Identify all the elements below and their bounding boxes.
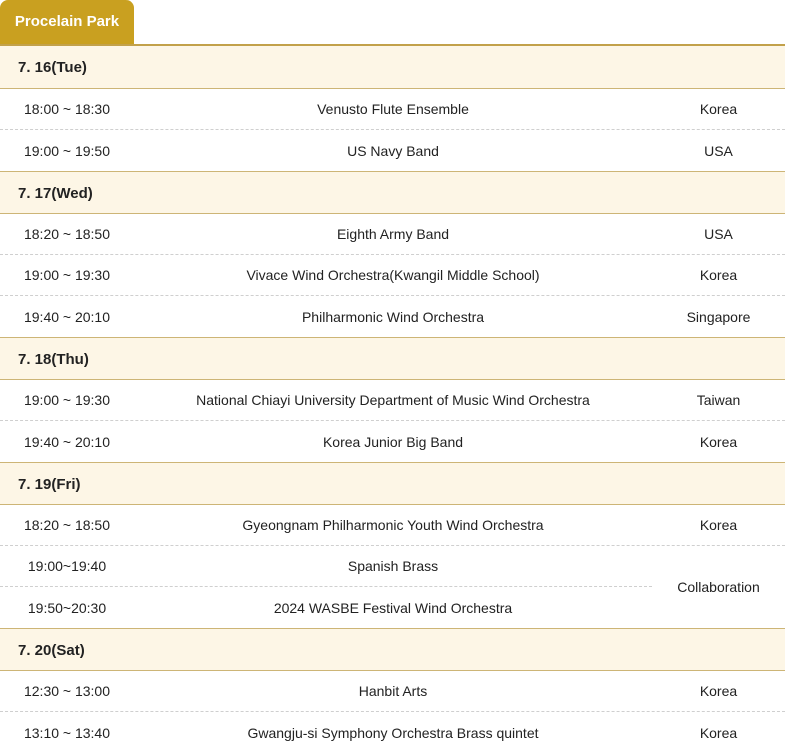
performer-cell: Korea Junior Big Band xyxy=(322,433,464,450)
schedule-row xyxy=(0,421,785,462)
time-cell: 19:00 ~ 19:50 xyxy=(23,142,111,159)
schedule-table xyxy=(0,44,785,753)
schedule-row xyxy=(0,546,652,587)
collaboration-rows xyxy=(0,546,652,628)
country-cell: USA xyxy=(704,142,733,159)
schedule-row xyxy=(0,89,785,130)
performer-cell: Gyeongnam Philharmonic Youth Wind Orchestra xyxy=(242,517,544,533)
time-cell: 12:30 ~ 13:00 xyxy=(23,683,111,699)
performer-cell: Philharmonic Wind Orchestra xyxy=(301,308,485,325)
performer-cell: 2024 WASBE Festival Wind Orchestra xyxy=(273,599,513,616)
country-cell: Taiwan xyxy=(696,392,741,408)
schedule-row xyxy=(0,587,652,628)
country-cell-merged: Collaboration xyxy=(677,579,760,595)
time-cell: 19:00~19:40 xyxy=(27,558,107,574)
schedule-row xyxy=(0,214,785,255)
performer-cell: Vivace Wind Orchestra(Kwangil Middle School) xyxy=(246,267,540,283)
country-cell: Korea xyxy=(699,724,738,741)
performer-cell: Venusto Flute Ensemble xyxy=(317,101,469,117)
time-cell: 19:50~20:30 xyxy=(27,599,107,616)
performer-cell: US Navy Band xyxy=(347,142,439,159)
performer-cell: Spanish Brass xyxy=(347,558,439,574)
time-cell: 19:40 ~ 20:10 xyxy=(23,433,111,450)
date-header: 7. 17(Wed) xyxy=(0,171,785,214)
date-header: 7. 20(Sat) xyxy=(0,628,785,671)
country-cell: Korea xyxy=(699,101,738,117)
date-header: 7. 16(Tue) xyxy=(0,46,785,89)
time-cell: 19:00 ~ 19:30 xyxy=(23,267,111,283)
date-header: 7. 18(Thu) xyxy=(0,337,785,380)
schedule-row xyxy=(0,712,785,753)
country-cell: Korea xyxy=(699,683,738,699)
time-cell: 18:20 ~ 18:50 xyxy=(23,517,111,533)
country-cell: Singapore xyxy=(686,308,751,325)
venue-tab[interactable]: Procelain Park xyxy=(0,0,134,44)
schedule-row xyxy=(0,255,785,296)
time-cell: 19:40 ~ 20:10 xyxy=(23,308,111,325)
time-cell: 18:20 ~ 18:50 xyxy=(23,226,111,242)
country-cell: Korea xyxy=(699,517,738,533)
schedule-row xyxy=(0,296,785,337)
time-cell: 19:00 ~ 19:30 xyxy=(23,392,111,408)
country-cell: USA xyxy=(704,226,733,242)
time-cell: 13:10 ~ 13:40 xyxy=(23,724,111,741)
schedule-row xyxy=(0,380,785,421)
performer-cell: National Chiayi University Department of Music Wind Orchestra xyxy=(196,392,590,408)
schedule-row xyxy=(0,671,785,712)
performer-cell: Hanbit Arts xyxy=(358,683,428,699)
collaboration-block xyxy=(0,546,785,628)
country-cell: Korea xyxy=(699,267,738,283)
performer-cell: Eighth Army Band xyxy=(336,226,450,242)
schedule-row xyxy=(0,130,785,171)
country-cell: Korea xyxy=(699,433,738,450)
date-header: 7. 19(Fri) xyxy=(0,462,785,505)
time-cell: 18:00 ~ 18:30 xyxy=(23,101,111,117)
performer-cell: Gwangju-si Symphony Orchestra Brass quintet xyxy=(247,724,539,741)
schedule-row xyxy=(0,505,785,546)
